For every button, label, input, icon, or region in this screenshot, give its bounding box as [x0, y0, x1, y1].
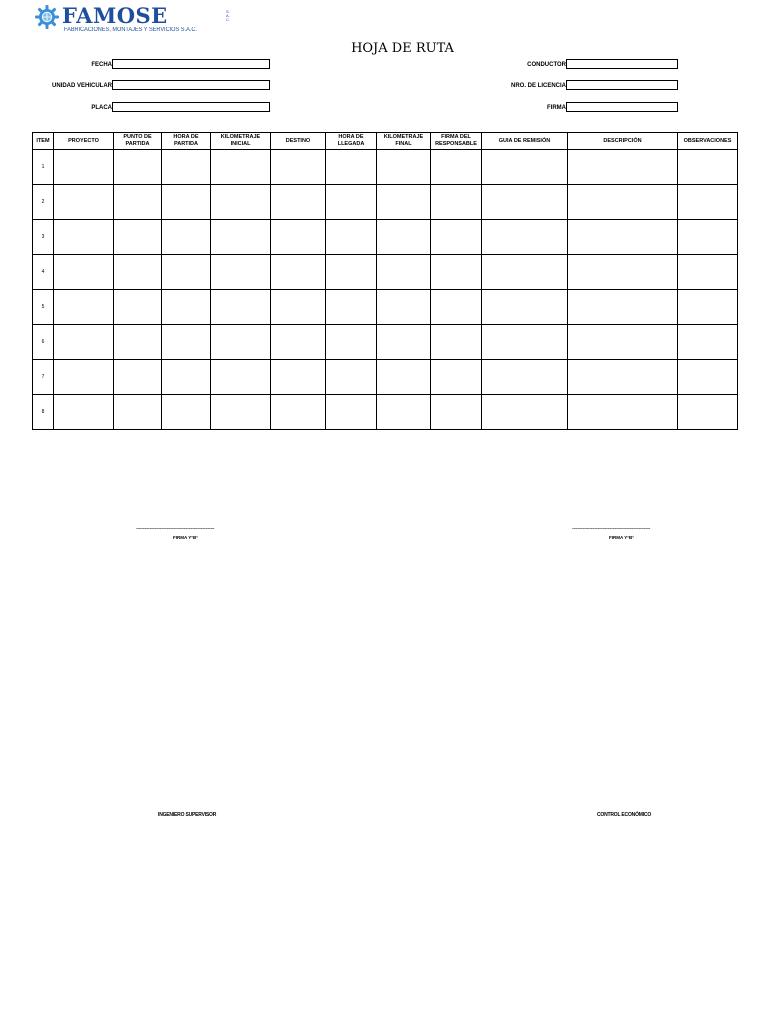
proyecto-cell[interactable] — [54, 290, 114, 325]
hora-de-llegada-cell[interactable] — [326, 220, 377, 255]
header-kilometraje-final: KILOMETRAJE FINAL — [377, 133, 431, 150]
right-signature-label: FIRMA Y°B° — [609, 535, 635, 540]
firma-field[interactable] — [566, 102, 678, 112]
table-row — [33, 220, 738, 255]
hora-de-llegada-cell[interactable] — [326, 290, 377, 325]
firma-responsable-cell[interactable] — [431, 150, 482, 185]
fecha-label: FECHA — [91, 62, 112, 68]
hora-de-partida-cell[interactable] — [162, 360, 211, 395]
proyecto-cell[interactable] — [54, 395, 114, 430]
table-row — [33, 395, 738, 430]
hora-de-partida-cell[interactable] — [162, 395, 211, 430]
observaciones-cell[interactable] — [678, 150, 738, 185]
unidad-vehicular-label: UNIDAD VEHICULAR — [52, 83, 112, 89]
firma-responsable-cell[interactable] — [431, 290, 482, 325]
hora-de-partida-cell[interactable] — [162, 150, 211, 185]
firma-responsable-cell[interactable] — [431, 185, 482, 220]
company-suffix: S.A.C. — [226, 9, 230, 22]
table-row — [33, 150, 738, 185]
item-cell: 3 — [33, 220, 54, 255]
guia-de-remision-cell[interactable] — [482, 150, 568, 185]
left-signature-label: FIRMA Y°B° — [173, 535, 199, 540]
fecha-field[interactable] — [112, 59, 270, 69]
proyecto-cell[interactable] — [54, 185, 114, 220]
observaciones-cell[interactable] — [678, 360, 738, 395]
item-cell: 6 — [33, 325, 54, 360]
punto-de-partida-cell[interactable] — [114, 255, 162, 290]
hora-de-llegada-cell[interactable] — [326, 360, 377, 395]
kilometraje-inicial-cell[interactable] — [211, 395, 271, 430]
proyecto-cell[interactable] — [54, 360, 114, 395]
proyecto-cell[interactable] — [54, 255, 114, 290]
hora-de-llegada-cell[interactable] — [326, 185, 377, 220]
hora-de-partida-cell[interactable] — [162, 255, 211, 290]
observaciones-cell[interactable] — [678, 395, 738, 430]
hora-de-llegada-cell[interactable] — [326, 150, 377, 185]
hora-de-partida-cell[interactable] — [162, 325, 211, 360]
guia-de-remision-cell[interactable] — [482, 395, 568, 430]
descripcion-cell[interactable] — [568, 150, 678, 185]
destino-cell[interactable] — [271, 255, 326, 290]
observaciones-cell[interactable] — [678, 290, 738, 325]
descripcion-cell[interactable] — [568, 325, 678, 360]
firma-responsable-cell[interactable] — [431, 325, 482, 360]
firma-label: FIRMA — [547, 105, 566, 111]
proyecto-cell[interactable] — [54, 150, 114, 185]
header-observaciones: OBSERVACIONES — [678, 133, 738, 150]
unidad-vehicular-field[interactable] — [112, 80, 270, 90]
proyecto-cell[interactable] — [54, 325, 114, 360]
right-signature-line: ---------------------------------------------- — [572, 526, 651, 532]
destino-cell[interactable] — [271, 360, 326, 395]
descripcion-cell[interactable] — [568, 185, 678, 220]
header-punto-de-partida: PUNTO DE PARTIDA — [114, 133, 162, 150]
destino-cell[interactable] — [271, 150, 326, 185]
destino-cell[interactable] — [271, 395, 326, 430]
document-title: HOJA DE RUTA — [351, 41, 454, 56]
firma-responsable-cell[interactable] — [431, 360, 482, 395]
hora-de-partida-cell[interactable] — [162, 290, 211, 325]
hora-de-llegada-cell[interactable] — [326, 255, 377, 290]
firma-responsable-cell[interactable] — [431, 220, 482, 255]
control-economico-label: CONTROL ECONÓMICO — [597, 812, 652, 818]
kilometraje-final-cell[interactable] — [377, 290, 431, 325]
item-cell: 7 — [33, 360, 54, 395]
company-name: FAMOSE — [62, 3, 168, 28]
header-kilometraje-inicial: KILOMETRAJE INICIAL — [211, 133, 271, 150]
proyecto-cell[interactable] — [54, 220, 114, 255]
destino-cell[interactable] — [271, 185, 326, 220]
kilometraje-inicial-cell[interactable] — [211, 325, 271, 360]
destino-cell[interactable] — [271, 325, 326, 360]
kilometraje-inicial-cell[interactable] — [211, 255, 271, 290]
kilometraje-final-cell[interactable] — [377, 185, 431, 220]
company-tagline: FABRICACIONES, MONTAJES Y SERVICIOS S.A.C. — [64, 27, 197, 33]
punto-de-partida-cell[interactable] — [114, 220, 162, 255]
header-destino: DESTINO — [271, 133, 326, 150]
item-cell: 5 — [33, 290, 54, 325]
item-cell: 8 — [33, 395, 54, 430]
table-row — [33, 290, 738, 325]
descripcion-cell[interactable] — [568, 290, 678, 325]
table-row — [33, 185, 738, 220]
table-header-row — [33, 133, 738, 150]
firma-responsable-cell[interactable] — [431, 255, 482, 290]
kilometraje-inicial-cell[interactable] — [211, 220, 271, 255]
punto-de-partida-cell[interactable] — [114, 395, 162, 430]
header-item: ITEM — [33, 133, 54, 150]
observaciones-cell[interactable] — [678, 255, 738, 290]
header-firma-del-responsable: FIRMA DEL RESPONSABLE — [431, 133, 482, 150]
destino-cell[interactable] — [271, 220, 326, 255]
placa-label: PLACA — [91, 105, 112, 111]
ingeniero-supervisor-label: INGENIERO SUPERVISOR — [158, 812, 217, 818]
hora-de-partida-cell[interactable] — [162, 185, 211, 220]
table-row — [33, 360, 738, 395]
left-signature-line: ---------------------------------------------- — [136, 526, 215, 532]
hora-de-partida-cell[interactable] — [162, 220, 211, 255]
kilometraje-final-cell[interactable] — [377, 360, 431, 395]
punto-de-partida-cell[interactable] — [114, 325, 162, 360]
punto-de-partida-cell[interactable] — [114, 290, 162, 325]
header-proyecto: PROYECTO — [54, 133, 114, 150]
kilometraje-final-cell[interactable] — [377, 220, 431, 255]
kilometraje-inicial-cell[interactable] — [211, 150, 271, 185]
nro-licencia-field[interactable] — [566, 80, 678, 90]
destino-cell[interactable] — [271, 290, 326, 325]
observaciones-cell[interactable] — [678, 325, 738, 360]
kilometraje-inicial-cell[interactable] — [211, 360, 271, 395]
kilometraje-final-cell[interactable] — [377, 150, 431, 185]
kilometraje-final-cell[interactable] — [377, 255, 431, 290]
guia-de-remision-cell[interactable] — [482, 255, 568, 290]
kilometraje-final-cell[interactable] — [377, 325, 431, 360]
kilometraje-inicial-cell[interactable] — [211, 185, 271, 220]
conductor-label: CONDUCTOR — [527, 62, 566, 68]
guia-de-remision-cell[interactable] — [482, 185, 568, 220]
guia-de-remision-cell[interactable] — [482, 325, 568, 360]
placa-field[interactable] — [112, 102, 270, 112]
table-row — [33, 255, 738, 290]
descripcion-cell[interactable] — [568, 360, 678, 395]
hora-de-llegada-cell[interactable] — [326, 395, 377, 430]
gear-globe-icon — [34, 4, 60, 30]
header-descripcion: DESCRIPCIÓN — [568, 133, 678, 150]
item-cell: 2 — [33, 185, 54, 220]
punto-de-partida-cell[interactable] — [114, 150, 162, 185]
guia-de-remision-cell[interactable] — [482, 290, 568, 325]
header-hora-de-partida: HORA DE PARTIDA — [162, 133, 211, 150]
punto-de-partida-cell[interactable] — [114, 360, 162, 395]
firma-responsable-cell[interactable] — [431, 395, 482, 430]
observaciones-cell[interactable] — [678, 185, 738, 220]
item-cell: 4 — [33, 255, 54, 290]
hora-de-llegada-cell[interactable] — [326, 325, 377, 360]
item-cell: 1 — [33, 150, 54, 185]
header-hora-de-llegada: HORA DE LLEGADA — [326, 133, 377, 150]
descripcion-cell[interactable] — [568, 220, 678, 255]
header-guia-de-remision: GUIA DE REMISIÓN — [482, 133, 568, 150]
conductor-field[interactable] — [566, 59, 678, 69]
table-row — [33, 325, 738, 360]
company-logo — [34, 3, 230, 36]
nro-licencia-label: NRO. DE LICENCIA — [510, 83, 566, 89]
descripcion-cell[interactable] — [568, 395, 678, 430]
kilometraje-final-cell[interactable] — [377, 395, 431, 430]
route-table — [32, 132, 738, 430]
guia-de-remision-cell[interactable] — [482, 220, 568, 255]
kilometraje-inicial-cell[interactable] — [211, 290, 271, 325]
descripcion-cell[interactable] — [568, 255, 678, 290]
observaciones-cell[interactable] — [678, 220, 738, 255]
guia-de-remision-cell[interactable] — [482, 360, 568, 395]
punto-de-partida-cell[interactable] — [114, 185, 162, 220]
